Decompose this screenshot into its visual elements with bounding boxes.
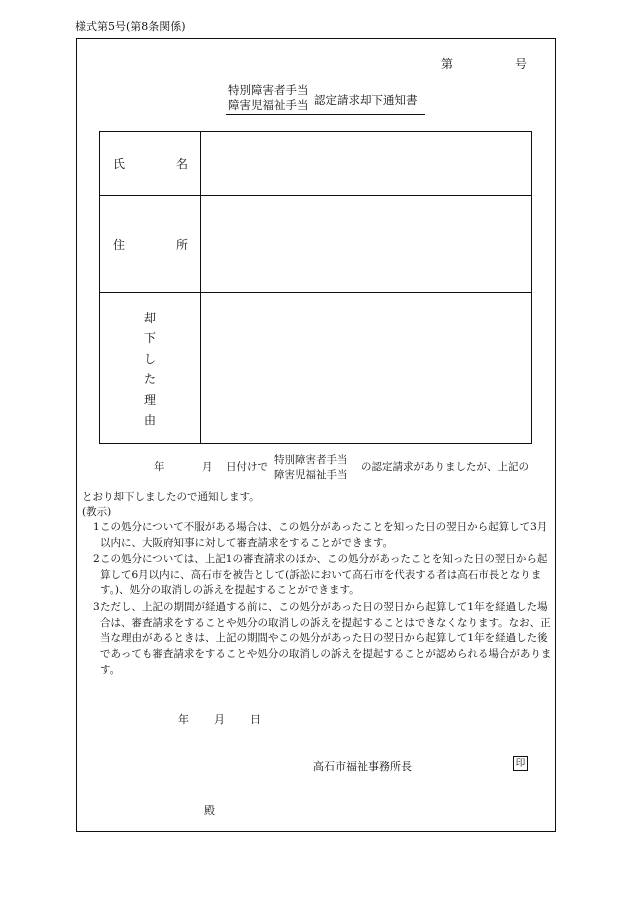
- form-number-label: 様式第5号(第8条関係): [75, 20, 186, 33]
- address-field[interactable]: [201, 196, 532, 293]
- issue-date-line: [178, 711, 261, 727]
- instruction-text: この処分については、上記1の審査請求のほか、この処分があったことを知った日の翌日から起算して6月以内に、高石市を被告として(訴訟において高石市を代表する者は高石市長となります。)、処分の取消しの訴えを提起することができます。: [100, 553, 548, 597]
- instruction-number: 1: [93, 521, 100, 533]
- title-underline: [226, 114, 425, 115]
- table-row-reason: [100, 293, 532, 444]
- notice-tail: の認定請求がありましたが、上記の: [361, 461, 529, 473]
- issuer-name: 高石市福祉事務所長: [313, 760, 412, 773]
- title-allowance-2: 障害児福祉手当: [228, 98, 309, 112]
- title-suffix: 認定請求却下通知書: [314, 93, 418, 107]
- table-row-address: [100, 196, 532, 293]
- notice-allowance-stack: [274, 453, 348, 483]
- instruction-number: 3: [93, 601, 100, 613]
- address-label-cell: 住 所: [100, 196, 201, 293]
- instruction-label: (教示): [82, 506, 112, 518]
- doc-number-suffix: 号: [515, 57, 528, 71]
- doc-number-prefix: 第: [441, 57, 454, 71]
- instruction-number: 2: [93, 553, 100, 565]
- title-allowance-1: 特別障害者手当: [228, 83, 309, 97]
- notice-allowance-1: 特別障害者手当: [274, 454, 348, 466]
- notice-year: 年: [154, 461, 165, 473]
- seal-mark: 印: [513, 756, 528, 771]
- issue-day: 日: [250, 713, 261, 726]
- issue-year: 年: [178, 713, 189, 726]
- notice-dated: 日付けで: [226, 461, 268, 473]
- name-label-cell: 氏 名: [100, 132, 201, 196]
- instruction-text: ただし、上記の期間が経過する前に、この処分があった日の翌日から起算して1年を経過した場合は、審査請求をすることや処分の取消しの訴えを提起することはできなくなります。なお、正当な理由があるときは、上記の期間やこの処分があった日の翌日から起算して1年を経過した後であっても審査請求をすることや処分の取消しの訴えを提起することが認められる場合があります。: [100, 601, 552, 676]
- reason-label-cell: 却 下 し た 理 由: [100, 293, 201, 444]
- reason-field[interactable]: [201, 293, 532, 444]
- instruction-item: [82, 520, 552, 551]
- instruction-text: この処分について不服がある場合は、この処分があったことを知った日の翌日から起算して3月以内に、大阪府知事に対して審査請求をすることができます。: [100, 521, 548, 549]
- notice-line-2: とおり却下しましたので通知します。: [82, 491, 260, 503]
- instruction-item: [82, 552, 552, 599]
- addressee-honorific: 殿: [204, 804, 215, 817]
- notice-month: 月: [202, 461, 213, 473]
- table-row-name: [100, 132, 532, 196]
- instruction-item: [82, 600, 552, 679]
- title-allowance-stack: [228, 83, 309, 113]
- info-table: [99, 131, 532, 444]
- name-field[interactable]: [201, 132, 532, 196]
- notice-allowance-2: 障害児福祉手当: [274, 469, 348, 481]
- issue-month: 月: [214, 713, 225, 726]
